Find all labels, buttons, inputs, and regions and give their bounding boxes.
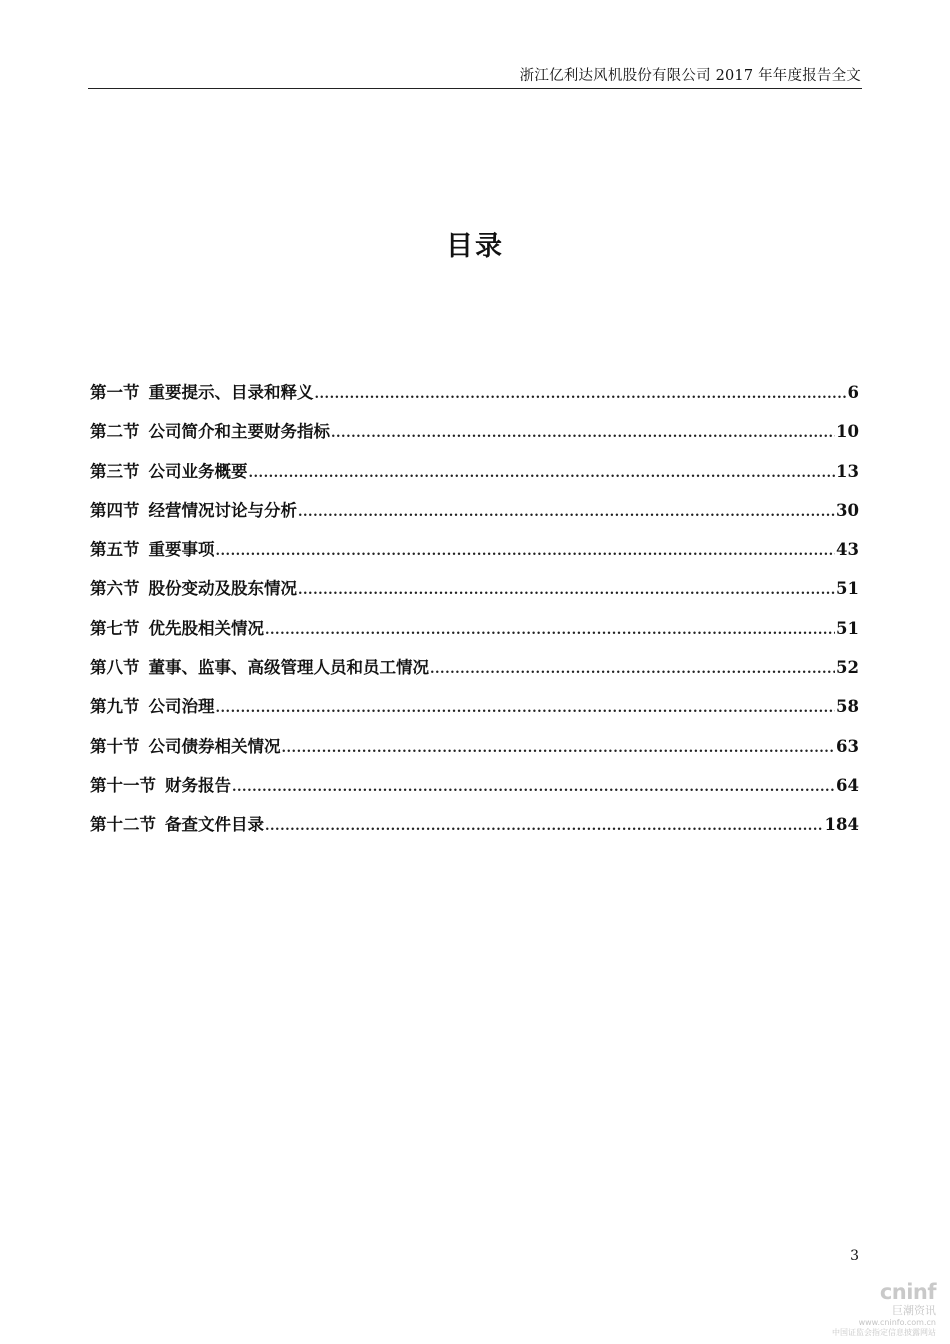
toc-section-title: 重要提示、目录和释义	[148, 383, 314, 402]
toc-section-title: 经营情况讨论与分析	[148, 500, 297, 520]
toc-entry[interactable]	[90, 733, 859, 772]
toc-leader-dots	[298, 505, 835, 520]
toc-section-number: 第三节	[90, 461, 140, 481]
cninfo-logo: cninf	[879, 1280, 936, 1304]
toc-entry[interactable]	[90, 379, 859, 418]
toc-leader-dots	[249, 466, 836, 481]
page-title: 目录	[446, 231, 504, 262]
toc-leader-dots	[216, 544, 836, 559]
toc-section-title: 董事、监事、高级管理人员和员工情况	[148, 658, 429, 678]
toc-page-number: 184	[824, 815, 859, 835]
toc-section-number: 第二节	[90, 422, 140, 442]
toc-section-number: 第十二节	[90, 815, 156, 835]
toc-section-title: 公司治理	[148, 697, 215, 717]
watermark-cn-name: 巨潮资讯	[892, 1304, 936, 1317]
toc-page-number: 64	[836, 775, 859, 795]
toc-section-title: 重要事项	[148, 540, 215, 560]
toc-entry[interactable]	[90, 654, 859, 693]
toc-section-number: 第六节	[90, 579, 140, 599]
toc-page-number: 51	[836, 579, 859, 599]
toc-entry[interactable]	[90, 615, 859, 654]
toc-leader-dots	[216, 701, 836, 716]
toc-section-title: 股份变动及股东情况	[148, 579, 297, 599]
toc-section-number: 第一节	[90, 383, 140, 402]
toc-section-number: 第八节	[90, 658, 140, 678]
toc-page-number: 52	[836, 658, 859, 678]
toc-page-number: 13	[836, 461, 859, 481]
toc-section-number: 第九节	[90, 697, 140, 717]
toc-entry[interactable]	[90, 575, 859, 614]
toc-section-title: 财务报告	[165, 775, 231, 795]
toc-section-title: 公司业务概要	[148, 461, 248, 481]
toc-leader-dots	[331, 426, 835, 441]
toc-section-title: 备查文件目录	[165, 815, 264, 835]
watermark-org: 中国证监会指定信息披露网站	[832, 1328, 936, 1337]
toc-leader-dots	[298, 583, 835, 598]
toc-section-number: 第十一节	[90, 775, 156, 795]
table-of-contents	[90, 379, 859, 851]
toc-section-title: 公司简介和主要财务指标	[148, 422, 330, 442]
toc-page-number: 51	[836, 618, 859, 638]
cninfo-watermark	[832, 1280, 936, 1338]
toc-entry[interactable]	[90, 497, 859, 536]
toc-leader-dots	[232, 780, 835, 795]
toc-leader-dots	[315, 387, 847, 402]
toc-entry[interactable]	[90, 772, 859, 811]
toc-page-number: 10	[836, 422, 859, 442]
toc-page-number: 30	[836, 500, 859, 520]
toc-leader-dots	[430, 662, 835, 677]
header-divider	[88, 88, 862, 89]
toc-entry[interactable]	[90, 693, 859, 732]
toc-page-number: 43	[836, 540, 859, 560]
toc-entry[interactable]	[90, 418, 859, 457]
toc-page-number: 58	[836, 697, 859, 717]
toc-page-number: 63	[836, 736, 859, 756]
toc-leader-dots	[265, 623, 835, 638]
toc-page-number: 6	[847, 383, 859, 402]
toc-leader-dots	[282, 741, 836, 756]
toc-section-title: 优先股相关情况	[148, 618, 264, 638]
toc-leader-dots	[265, 819, 824, 834]
page-number: 3	[850, 1248, 859, 1264]
toc-section-number: 第十节	[90, 736, 140, 756]
toc-section-number: 第五节	[90, 540, 140, 560]
toc-entry[interactable]	[90, 536, 859, 575]
toc-section-number: 第四节	[90, 500, 140, 520]
toc-entry[interactable]	[90, 811, 859, 850]
toc-section-number: 第七节	[90, 618, 140, 638]
running-header: 浙江亿利达风机股份有限公司 2017 年年度报告全文	[519, 68, 861, 84]
toc-entry[interactable]	[90, 458, 859, 497]
toc-section-title: 公司债券相关情况	[148, 736, 281, 756]
watermark-url: www.cninfo.com.cn	[858, 1318, 936, 1327]
